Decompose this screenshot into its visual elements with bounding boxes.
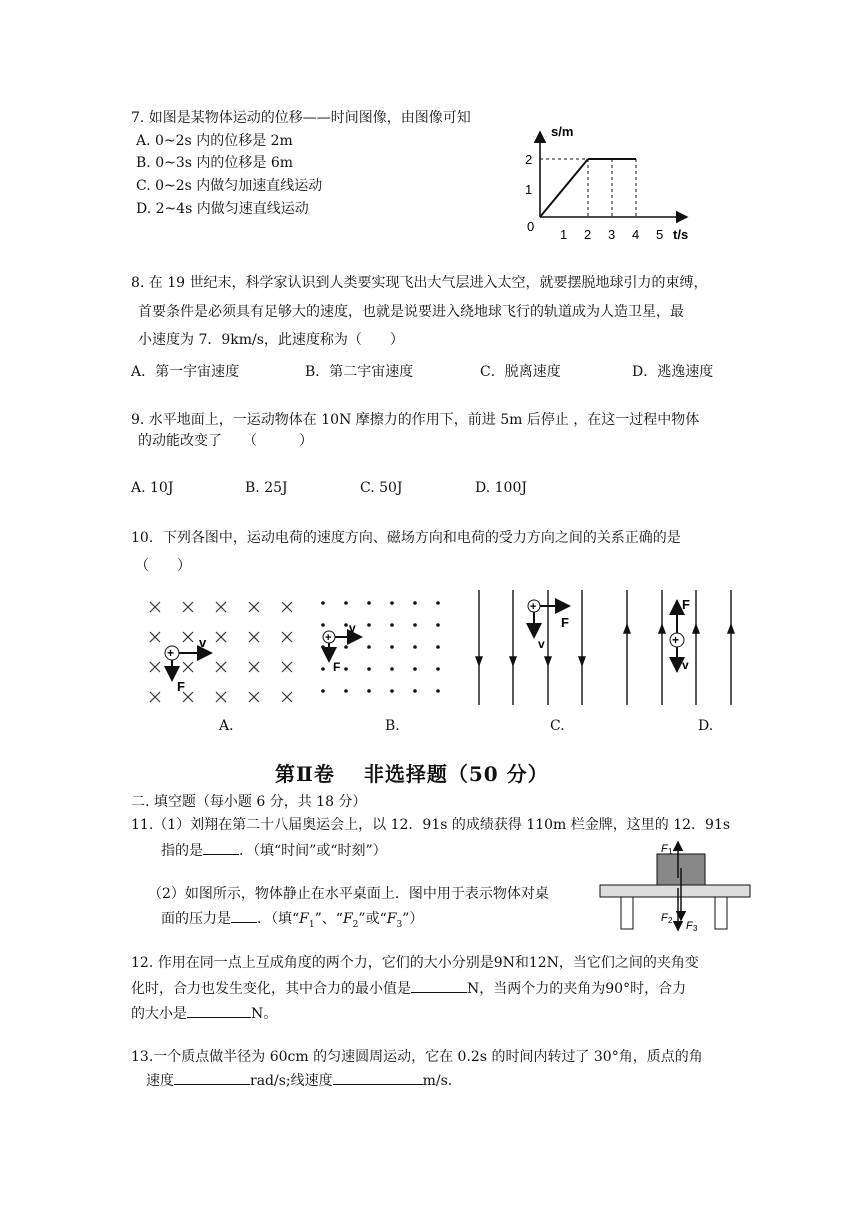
q11-part2-a: 面的压力是 [161, 911, 231, 927]
graph-y-tick-1: 1 [525, 182, 533, 197]
diagram-b-charge [323, 621, 361, 674]
q10-line-1: 10．下列各图中，运动电荷的速度方向、磁场方向和电荷的受力方向之间的关系正确的是 [131, 530, 681, 546]
fig-f2-sub: 2 [668, 916, 673, 925]
field-out-of-page-mark [413, 623, 417, 627]
q11-f2-sub: 2 [352, 919, 359, 930]
table-leg-left [621, 897, 633, 929]
diagram-b [321, 601, 440, 693]
q7-stem: 7. 如图是某物体运动的位移——时间图像，由图像可知 [131, 110, 471, 126]
q7-option-b: B. 0~3s 内的位移是 6m [136, 155, 294, 171]
q11-part2-b: ．（填“ [257, 911, 300, 927]
svg-text:+: + [167, 646, 175, 660]
q13-blank-2[interactable] [333, 1070, 423, 1085]
field-out-of-page-mark [344, 645, 348, 649]
field-out-of-page-mark [344, 623, 348, 627]
svg-text:+: + [325, 632, 332, 644]
graph-x-tick-2: 2 [584, 227, 592, 242]
field-out-of-page-mark [367, 667, 371, 671]
q11-f3-sub: 3 [396, 919, 403, 930]
q8-line-3: 小速度为 7．9km/s，此速度称为（ ） [138, 332, 404, 348]
graph-y-label: s/m [551, 124, 574, 139]
field-into-page-mark [150, 602, 160, 612]
field-into-page-mark [150, 692, 160, 702]
graph-y-tick-2: 2 [525, 152, 533, 167]
field-out-of-page-mark [436, 689, 440, 693]
q10-label-c: C. [550, 718, 565, 734]
field-out-of-page-mark [321, 601, 325, 605]
field-out-of-page-mark [436, 601, 440, 605]
field-out-of-page-mark [344, 667, 348, 671]
q8-option-a: A．第一宇宙速度 [131, 364, 240, 380]
q9-line-2: 的动能改变了 （ ） [138, 433, 313, 449]
q9-line-1: 9. 水平地面上，一运动物体在 10N 摩擦力的作用下，前进 5m 后停止 ，在这一过程中物体 [131, 412, 700, 428]
q13-line-2-b: rad/s;线速度 [250, 1073, 333, 1089]
field-into-page-mark [216, 662, 226, 672]
fig-f1-sub: 1 [668, 847, 673, 856]
field-out-of-page-mark [321, 689, 325, 693]
field-out-of-page-mark [413, 667, 417, 671]
q12-line-1: 12. 作用在同一点上互成角度的两个力，它们的大小分别是9N和12N，当它们之间的夹角变 [131, 955, 699, 971]
q12-blank-2[interactable] [187, 1003, 251, 1018]
q12-line-2-a: 化时，合力也发生变化，其中合力的最小值是 [131, 981, 411, 997]
q11-table-diagram [595, 838, 755, 933]
diagram-a-f-label: F [177, 679, 185, 694]
q11-blank-1[interactable] [203, 840, 239, 855]
q11-mid-2: ”或“ [358, 911, 387, 927]
field-out-of-page-mark [367, 689, 371, 693]
field-out-of-page-mark [436, 645, 440, 649]
graph-x-tick-1: 1 [560, 227, 568, 242]
diagram-d-v-label: v [682, 658, 689, 672]
q11-part2-line-1: （2）如图所示，物体静止在水平桌面上．图中用于表示物体对桌 [148, 886, 549, 902]
q12-line-2 [131, 978, 686, 999]
field-out-of-page-mark [344, 689, 348, 693]
field-into-page-mark [150, 632, 160, 642]
q7-displacement-time-graph [515, 120, 700, 245]
field-out-of-page-mark [436, 667, 440, 671]
section-2-title: 第Ⅱ卷 非选择题（50 分） [275, 762, 549, 786]
q11-f3-label: F [386, 911, 397, 927]
graph-origin: 0 [527, 219, 535, 234]
field-into-page-mark [183, 602, 193, 612]
q13-line-2-a: 速度 [146, 1073, 174, 1089]
q13-line-1: 13.一个质点做半径为 60cm 的匀速圆周运动，它在 0.2s 的时间内转过了 30°角，质点的角 [131, 1049, 703, 1065]
field-out-of-page-mark [413, 645, 417, 649]
field-out-of-page-mark [367, 645, 371, 649]
field-out-of-page-mark [321, 667, 325, 671]
q7-option-c: C. 0~2s 内做匀加速直线运动 [136, 178, 323, 194]
q8-option-d: D．逃逸速度 [632, 364, 714, 380]
table-leg-right [715, 897, 727, 929]
field-out-of-page-mark [390, 645, 394, 649]
field-out-of-page-mark [367, 601, 371, 605]
q11-line-2-b: ．（填“时间”或“时刻”） [239, 843, 387, 859]
graph-x-tick-5: 5 [656, 227, 664, 242]
q11-line-2 [161, 840, 387, 861]
diagram-a-charge [165, 635, 211, 694]
q13-blank-1[interactable] [174, 1070, 250, 1085]
q9-option-b: B. 25J [245, 480, 288, 496]
q11-mid-1: ”、“ [314, 911, 343, 927]
q12-blank-1[interactable] [411, 978, 467, 993]
q11-line-1: 11.（1）刘翔在第二十八届奥运会上，以 12．91s 的成绩获得 110m 栏金牌，这里的 12．91s [131, 817, 731, 833]
q11-blank-2[interactable] [231, 908, 257, 923]
q11-line-2-a: 指的是 [161, 843, 203, 859]
q8-option-c: C．脱离速度 [480, 364, 561, 380]
svg-text:+: + [530, 601, 537, 613]
field-into-page-mark [282, 692, 292, 702]
field-out-of-page-mark [390, 601, 394, 605]
graph-x-tick-4: 4 [632, 227, 640, 242]
q7-option-d: D. 2~4s 内做匀速直线运动 [136, 201, 309, 217]
table-top [600, 885, 750, 897]
graph-line-rise [540, 159, 588, 217]
q10-field-diagrams [135, 585, 755, 710]
q10-line-2: （ ） [135, 558, 191, 574]
field-into-page-mark [249, 632, 259, 642]
field-out-of-page-mark [413, 601, 417, 605]
field-out-of-page-mark [390, 689, 394, 693]
q11-f1-label: F [299, 911, 309, 927]
field-into-page-mark [183, 662, 193, 672]
field-into-page-mark [249, 692, 259, 702]
q11-f2-label: F [342, 911, 353, 927]
field-into-page-mark [216, 692, 226, 702]
field-out-of-page-mark [344, 601, 348, 605]
field-out-of-page-mark [367, 623, 371, 627]
diagram-c-v-label: v [538, 637, 545, 651]
field-into-page-mark [282, 662, 292, 672]
fill-blank-heading: 二. 填空题（每小题 6 分，共 18 分） [131, 794, 367, 810]
field-into-page-mark [150, 662, 160, 672]
q12-line-3 [131, 1003, 277, 1024]
diagram-b-v-label: v [349, 621, 356, 635]
q10-label-b: B. [385, 718, 400, 734]
field-into-page-mark [249, 662, 259, 672]
fig-f1: F [661, 843, 668, 855]
q9-option-c: C. 50J [360, 480, 403, 496]
q13-line-2-c: m/s. [422, 1073, 453, 1089]
field-into-page-mark [282, 632, 292, 642]
q8-option-b: B．第二宇宙速度 [305, 364, 414, 380]
q12-line-3-a: 的大小是 [131, 1006, 187, 1022]
q12-line-3-b: N。 [251, 1006, 278, 1022]
field-out-of-page-mark [413, 689, 417, 693]
q11-part2-line-2 [161, 908, 423, 935]
q13-line-2 [146, 1070, 452, 1091]
q8-line-2: 首要条件是必须具有足够大的速度，也就是说要进入绕地球飞行的轨道成为人造卫星，最 [138, 304, 684, 320]
field-into-page-mark [249, 602, 259, 612]
graph-x-label: t/s [673, 227, 689, 242]
q11-f1-sub: 1 [308, 919, 315, 930]
diagram-d-charge [670, 597, 690, 672]
diagram-a-v-label: v [199, 635, 207, 650]
diagram-d-f-label: F [682, 597, 690, 612]
q12-line-2-b: N，当两个力的夹角为90°时，合力 [467, 981, 687, 997]
field-into-page-mark [216, 632, 226, 642]
fig-f3: F [686, 920, 693, 932]
q7-option-a: A. 0~2s 内的位移是 2m [136, 133, 293, 149]
diagram-b-f-label: F [333, 660, 341, 674]
q8-line-1: 8. 在 19 世纪末，科学家认识到人类要实现飞出大气层进入太空，就要摆脱地球引力的束缚， [131, 275, 708, 291]
q10-label-a: A. [219, 718, 234, 734]
fig-f2: F [661, 912, 668, 924]
field-out-of-page-mark [390, 623, 394, 627]
diagram-c-f-label: F [561, 615, 569, 630]
q9-option-d: D. 100J [475, 480, 527, 496]
field-into-page-mark [216, 602, 226, 612]
field-out-of-page-mark [321, 623, 325, 627]
q11-tail: ”） [402, 911, 424, 927]
field-out-of-page-mark [321, 645, 325, 649]
diagram-d [624, 590, 734, 705]
field-out-of-page-mark [390, 667, 394, 671]
field-into-page-mark [183, 632, 193, 642]
q9-option-a: A. 10J [131, 480, 174, 496]
fig-f3-sub: 3 [693, 924, 698, 933]
graph-x-tick-3: 3 [608, 227, 616, 242]
svg-text:+: + [672, 633, 680, 647]
field-into-page-mark [282, 602, 292, 612]
q10-label-d: D. [698, 718, 714, 734]
field-out-of-page-mark [436, 623, 440, 627]
